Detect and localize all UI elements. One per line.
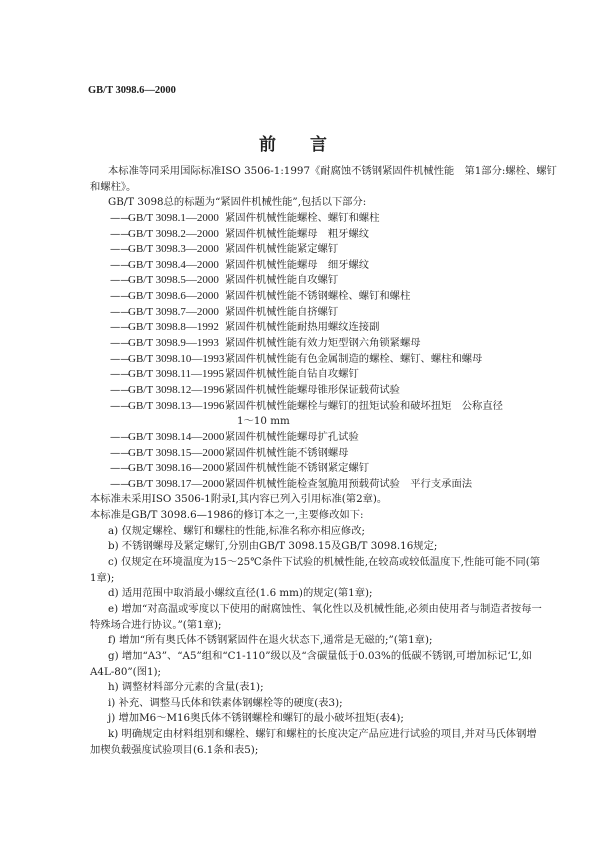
part-dash: —— — [110, 337, 131, 350]
part-title: 紧固件机械性能 — [225, 290, 298, 303]
part-list-item — [90, 383, 510, 399]
change-item-line: d) 适用范围中取消最小螺纹直径(1.6 mm)的规定(第1章); — [108, 587, 373, 600]
part-code: GB/T 3098.6—2000 — [128, 290, 219, 303]
part-dash: —— — [110, 274, 131, 287]
part-list-item — [90, 289, 510, 305]
part-dash: —— — [110, 368, 131, 381]
part-list-item — [90, 273, 510, 289]
part-subject: 自攻螺钉 — [297, 274, 339, 287]
part-dash: —— — [110, 227, 131, 240]
part-subject: 螺母 粗牙螺纹 — [297, 227, 370, 240]
foreword-body — [90, 164, 557, 758]
change-item-line: k) 明确规定由材料组别和螺栓、螺钉和螺柱的长度决定产品应进行试验的项目,并对马氏体钢增 — [108, 728, 537, 741]
part-subject: 螺栓、螺钉和螺柱 — [297, 211, 380, 224]
after-line: 本标准未采用ISO 3506-1附录I,其内容已列入引用标准(第2章)。 — [90, 493, 388, 506]
part-subject: 不锈钢紧定螺钉 — [297, 462, 370, 475]
intro-line: 本标准等同采用国际标准ISO 3506-1:1997《耐腐蚀不锈钢紧固件机械性能 第1部分:螺栓、螺钉 — [108, 165, 557, 177]
part-list-item — [90, 211, 510, 227]
part-dash: —— — [110, 383, 131, 396]
part-list-item — [90, 367, 510, 383]
part-title: 紧固件机械性能 — [225, 243, 298, 256]
part-code: GB/T 3098.11—1995 — [128, 368, 224, 381]
part-code: GB/T 3098.12—1996 — [128, 383, 225, 396]
part-list-item — [90, 242, 510, 258]
part-code: GB/T 3098.5—2000 — [128, 274, 219, 287]
part-dash: —— — [110, 430, 131, 443]
changes-list — [90, 524, 542, 759]
part-dash: —— — [110, 352, 131, 365]
part-list-item — [90, 399, 510, 415]
part-dash: —— — [110, 321, 131, 334]
page-title: 前 言 — [259, 135, 341, 155]
part-code: GB/T 3098.4—2000 — [128, 258, 219, 271]
part-subject: 不锈钢螺母 — [297, 446, 349, 459]
part-code: GB/T 3098.3—2000 — [128, 243, 219, 256]
change-item-line: 特殊场合进行协议。”(第1章); — [90, 618, 222, 631]
part-code: GB/T 3098.15—2000 — [128, 446, 225, 459]
parts-list — [90, 211, 510, 493]
part-dash: —— — [110, 258, 131, 271]
part-dash: —— — [110, 243, 131, 256]
part-subject: 检查氢脆用预载荷试验 平行支承面法 — [297, 477, 473, 490]
part-title: 紧固件机械性能 — [225, 211, 298, 224]
part-title: 紧固件机械性能 — [225, 352, 298, 365]
part-code: GB/T 3098.7—2000 — [128, 305, 219, 318]
part-title: 紧固件机械性能 — [225, 368, 298, 381]
part-title: 紧固件机械性能 — [225, 462, 298, 475]
part-dash: —— — [110, 399, 131, 412]
part-list-item — [90, 352, 510, 368]
part-title: 紧固件机械性能 — [225, 399, 298, 412]
change-item-line: 加楔负载强度试验项目(6.1条和表5); — [90, 743, 259, 756]
part-code: GB/T 3098.1—2000 — [128, 211, 219, 224]
part-dash: —— — [110, 477, 131, 490]
part-code: GB/T 3098.13—1996 — [128, 399, 225, 412]
intro-line: GB/T 3098总的标题为“紧固件机械性能”,包括以下部分: — [108, 196, 367, 209]
part-title: 紧固件机械性能 — [225, 337, 298, 350]
change-item-line: 1章); — [90, 571, 115, 584]
part-subject: 自挤螺钉 — [297, 305, 339, 318]
part-code: GB/T 3098.8—1992 — [128, 321, 219, 334]
part-list-item — [90, 461, 510, 477]
part-subject: 螺母锥形保证载荷试验 — [297, 383, 400, 396]
part-title: 紧固件机械性能 — [225, 321, 298, 334]
part-title: 紧固件机械性能 — [225, 274, 298, 287]
change-item-line: f) 增加“所有奥氏体不锈钢紧固件在退火状态下,通常是无磁的;”(第1章); — [108, 634, 433, 647]
change-item-line: b) 不锈钢螺母及紧定螺钉,分别由GB/T 3098.15及GB/T 3098.16规定; — [108, 540, 438, 553]
intro-line: 和螺柱》。 — [90, 180, 137, 193]
change-item-line: A4L-80”(图1); — [90, 665, 162, 678]
part-subject-continuation: 1～10 mm — [237, 415, 290, 428]
part-list-item — [90, 446, 510, 462]
part-list-item — [90, 336, 510, 352]
part-title: 紧固件机械性能 — [225, 383, 298, 396]
part-title: 紧固件机械性能 — [225, 258, 298, 271]
part-list-item — [90, 227, 510, 243]
change-item-line: e) 增加“对高温或零度以下使用的耐腐蚀性、氧化性以及机械性能,必须由使用者与制造者按每一 — [108, 602, 542, 615]
part-code: GB/T 3098.16—2000 — [128, 462, 225, 475]
part-title: 紧固件机械性能 — [225, 227, 298, 240]
part-list-item — [90, 320, 510, 336]
part-dash: —— — [110, 446, 131, 459]
part-code: GB/T 3098.10—1993 — [128, 352, 225, 365]
part-title: 紧固件机械性能 — [225, 446, 298, 459]
part-list-item — [90, 305, 510, 321]
change-item-line: h) 调整材料部分元素的含量(表1); — [108, 681, 264, 694]
part-subject: 螺母 细牙螺纹 — [297, 258, 370, 271]
part-subject: 螺栓与螺钉的扭矩试验和破坏扭矩 公称直径 — [297, 399, 503, 412]
change-item-line: a) 仅规定螺栓、螺钉和螺柱的性能,标准名称亦相应修改; — [108, 524, 365, 537]
part-subject: 有效力矩型钢六角锁紧螺母 — [297, 337, 421, 350]
change-item-line: g) 增加“A3”、“A5”组和“C1-110”级以及“含碳量低于0.03%的低碳不锈钢,可增加标记‘L’,如 — [108, 649, 532, 662]
part-code: GB/T 3098.14—2000 — [128, 430, 225, 443]
part-code: GB/T 3098.9—1993 — [128, 337, 219, 350]
part-dash: —— — [110, 305, 131, 318]
change-item-line: j) 增加M6～M16奥氏体不锈钢螺栓和螺钉的最小破坏扭矩(表4); — [108, 712, 404, 725]
part-subject: 有色金属制造的螺栓、螺钉、螺柱和螺母 — [297, 352, 483, 365]
part-title: 紧固件机械性能 — [225, 477, 298, 490]
part-dash: —— — [110, 290, 131, 303]
part-title: 紧固件机械性能 — [225, 430, 298, 443]
part-code: GB/T 3098.2—2000 — [128, 227, 219, 240]
part-dash: —— — [110, 211, 131, 224]
part-title: 紧固件机械性能 — [225, 305, 298, 318]
part-subject: 自钻自攻螺钉 — [297, 368, 359, 381]
change-item-line: i) 补充、调整马氏体和铁素体钢螺栓等的硬度(表3); — [108, 696, 343, 709]
part-subject: 螺母扩孔试验 — [297, 430, 359, 443]
after-line: 本标准是GB/T 3098.6—1986的修订本之一,主要修改如下: — [90, 509, 364, 522]
document-code-header: GB/T 3098.6—2000 — [88, 85, 176, 96]
part-list-item — [90, 477, 510, 493]
part-code: GB/T 3098.17—2000 — [128, 477, 225, 490]
part-subject: 不锈钢螺栓、螺钉和螺柱 — [297, 290, 411, 303]
change-item-line: c) 仅规定在环境温度为15～25℃条件下试验的机械性能,在较高或较低温度下,性能可能不同(第 — [108, 556, 541, 569]
part-dash: —— — [110, 462, 131, 475]
part-subject: 紧定螺钉 — [297, 243, 339, 256]
part-list-item — [90, 430, 510, 446]
part-list-item — [90, 258, 510, 274]
part-subject: 耐热用螺纹连接副 — [297, 321, 380, 334]
